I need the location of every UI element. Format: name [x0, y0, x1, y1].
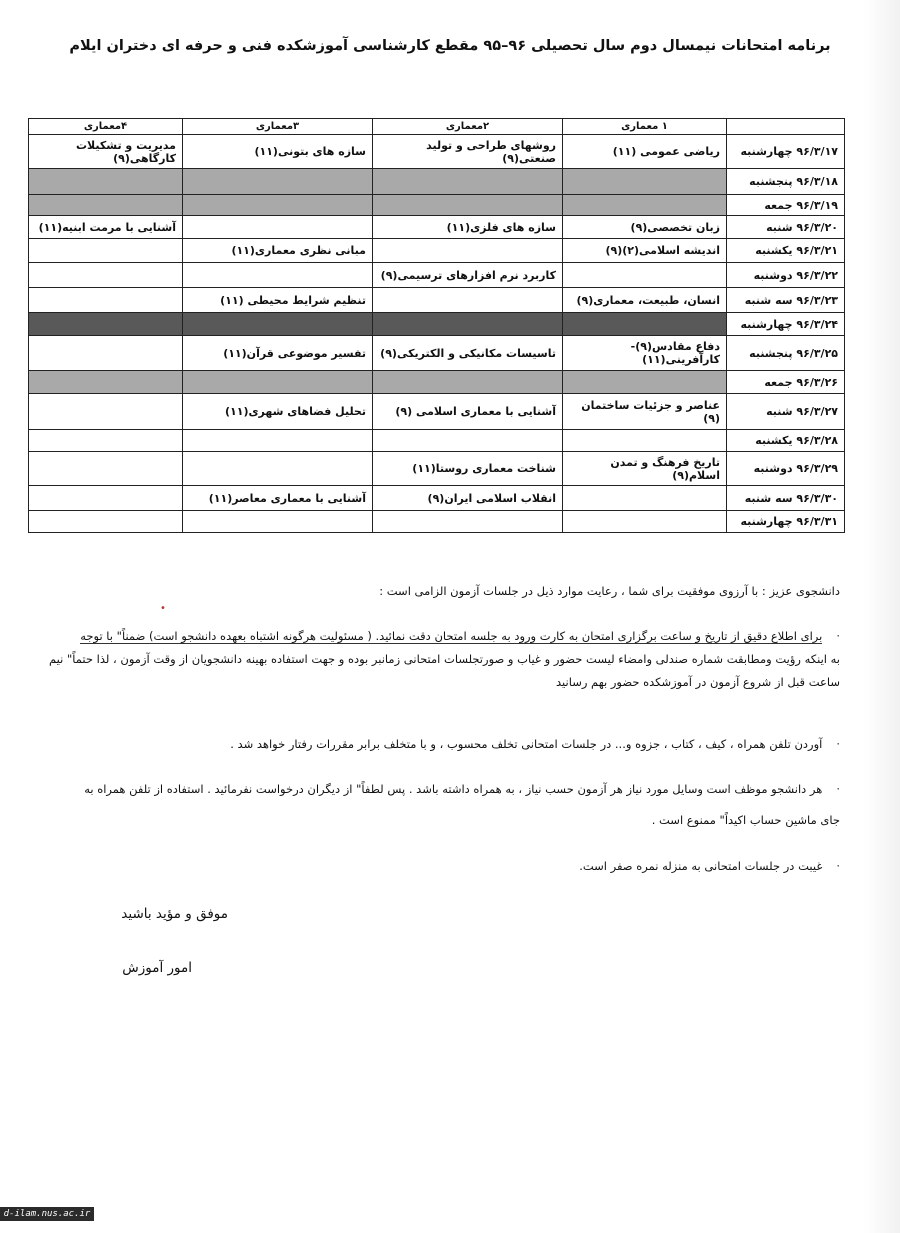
- bullet-icon: ·: [836, 859, 840, 873]
- exam-cell: [373, 371, 563, 394]
- bullet-icon: ·: [836, 629, 840, 643]
- row-date: ۹۶/۳/۲۲ دوشنبه: [727, 263, 845, 288]
- exam-cell: [29, 452, 183, 486]
- exam-cell: [29, 169, 183, 195]
- exam-cell: تاریخ فرهنگ و تمدن اسلام(۹): [563, 452, 727, 486]
- row-date: ۹۶/۳/۲۰ شنبه: [727, 216, 845, 239]
- note-item-2-text: آوردن تلفن همراه ، کیف ، کتاب ، جزوه و... در جلسات امتحانی تخلف محسوب ، و با متخلف برابر مقررات رفتار خواهد شد .: [230, 737, 823, 751]
- exam-cell: دفاع مقادس(۹)-کارآفرینی(۱۱): [563, 336, 727, 371]
- header-architecture-2: ۲معماری: [373, 119, 563, 135]
- exam-cell: [373, 313, 563, 336]
- exam-cell: [29, 313, 183, 336]
- notes-intro: دانشجوی عزیز : با آرزوی موفقیت برای شما ، رعایت موارد ذیل در جلسات آزمون الزامی است :: [379, 584, 840, 598]
- exam-cell: [29, 430, 183, 452]
- exam-cell: ریاضی عمومی (۱۱): [563, 135, 727, 169]
- exam-cell: [563, 371, 727, 394]
- stray-mark-icon: •: [160, 603, 166, 614]
- table-row: [29, 288, 845, 313]
- exam-cell: تفسیر موضوعی قرآن(۱۱): [183, 336, 373, 371]
- exam-cell: [29, 371, 183, 394]
- exam-cell: [183, 371, 373, 394]
- table-row: [29, 371, 845, 394]
- note-item-2: [40, 733, 840, 756]
- exam-cell: [373, 239, 563, 263]
- exam-cell: زبان تخصصی(۹): [563, 216, 727, 239]
- table-row: [29, 430, 845, 452]
- note-item-4-text: غیبت در جلسات امتحانی به منزله نمره صفر است.: [579, 859, 823, 873]
- exam-cell: [563, 169, 727, 195]
- note-item-1: [40, 625, 840, 694]
- row-date: ۹۶/۳/۲۹ دوشنبه: [727, 452, 845, 486]
- header-architecture-4: ۴معماری: [29, 119, 183, 135]
- note-item-3-line-1: [40, 778, 840, 801]
- note-item-1-line-3: ساعت قبل از شروع آزمون در آموزشکده حضور بهم رسانید: [555, 675, 840, 689]
- exam-cell: [29, 263, 183, 288]
- page-title: برنامه امتحانات نیمسال دوم سال تحصیلی ۹۶–۹۵ مقطع کارشناسی آموزشکده فنی و حرفه ای دختران ایلام: [69, 38, 831, 54]
- table-row: [29, 394, 845, 430]
- table-header-row: [29, 119, 845, 135]
- exam-cell: شناخت معماری روستا(۱۱): [373, 452, 563, 486]
- exam-cell: مبانی نظری معماری(۱۱): [183, 239, 373, 263]
- exam-cell: کاربرد نرم افزارهای ترسیمی(۹): [373, 263, 563, 288]
- row-date: ۹۶/۳/۳۱ چهارشنبه: [727, 511, 845, 533]
- exam-cell: [373, 288, 563, 313]
- note-item-3-text: هر دانشجو موظف است وسایل مورد نیاز هر آزمون حسب نیاز ، به همراه داشته باشد . پس لطفاً" از دیگران درخواست نفرمائید . استفاده از تلفن همراه به: [84, 782, 823, 796]
- header-architecture-1: ۱ معماری: [563, 119, 727, 135]
- note-item-1-line-1: [40, 625, 840, 648]
- exam-cell: اندیشه اسلامی(۲)(۹): [563, 239, 727, 263]
- row-date: ۹۶/۳/۲۸ یکشنبه: [727, 430, 845, 452]
- note-item-3: [40, 778, 840, 832]
- bullet-icon: ·: [836, 737, 840, 751]
- closing-office: امور آموزش: [122, 960, 192, 976]
- row-date: ۹۶/۳/۲۶ جمعه: [727, 371, 845, 394]
- exam-cell: سازه های بتونی(۱۱): [183, 135, 373, 169]
- table-row: [29, 313, 845, 336]
- table-row: [29, 263, 845, 288]
- exam-cell: [29, 239, 183, 263]
- row-date: ۹۶/۳/۳۰ سه شنبه: [727, 486, 845, 511]
- row-date: ۹۶/۳/۲۳ سه شنبه: [727, 288, 845, 313]
- table-row: [29, 486, 845, 511]
- exam-cell: [29, 394, 183, 430]
- row-date: ۹۶/۳/۱۹ جمعه: [727, 195, 845, 216]
- row-date: ۹۶/۳/۱۸ پنجشنبه: [727, 169, 845, 195]
- exam-cell: [183, 195, 373, 216]
- exam-cell: [563, 511, 727, 533]
- exam-cell: [29, 336, 183, 371]
- note-item-4: [40, 855, 840, 878]
- table-row: [29, 239, 845, 263]
- exam-cell: [373, 195, 563, 216]
- exam-cell: [373, 430, 563, 452]
- row-date: ۹۶/۳/۲۴ چهارشنبه: [727, 313, 845, 336]
- exam-cell: [29, 288, 183, 313]
- note-item-3-line-2: جای ماشین حساب اکیداً" ممنوع است .: [651, 813, 840, 827]
- exam-schedule-table: [28, 118, 845, 533]
- exam-cell: آشنایی با مرمت ابنیه(۱۱): [29, 216, 183, 239]
- exam-cell: مدیریت و تشکیلات کارگاهی(۹): [29, 135, 183, 169]
- exam-cell: [183, 169, 373, 195]
- bullet-icon: ·: [836, 782, 840, 796]
- row-date: ۹۶/۳/۲۱ یکشنبه: [727, 239, 845, 263]
- exam-cell: [563, 430, 727, 452]
- footer-site-badge: d-ilam.nus.ac.ir: [0, 1207, 94, 1221]
- exam-cell: [29, 486, 183, 511]
- exam-cell: [563, 313, 727, 336]
- table-row: [29, 452, 845, 486]
- exam-cell: روشهای طراحی و تولید صنعتی(۹): [373, 135, 563, 169]
- exam-cell: انقلاب اسلامی ایران(۹): [373, 486, 563, 511]
- exam-cell: سازه های فلزی(۱۱): [373, 216, 563, 239]
- exam-cell: [373, 511, 563, 533]
- note-item-1-line-2: به اینکه رؤیت ومطابقت شماره صندلی وامضاء لیست حضور و غیاب و صورتجلسات امتحانی زمانبر بوده و جهت استفاده بهینه دانشجویان از وقت آزمون ، لذا حتماً" نیم: [49, 652, 840, 666]
- exam-cell: تحلیل فضاهای شهری(۱۱): [183, 394, 373, 430]
- exam-cell: انسان، طبیعت، معماری(۹): [563, 288, 727, 313]
- table-row: [29, 216, 845, 239]
- row-date: ۹۶/۳/۲۷ شنبه: [727, 394, 845, 430]
- exam-cell: [183, 511, 373, 533]
- table-row: [29, 195, 845, 216]
- exam-cell: [563, 486, 727, 511]
- exam-cell: [183, 452, 373, 486]
- exam-cell: [183, 430, 373, 452]
- header-architecture-3: ۳معماری: [183, 119, 373, 135]
- table-row: [29, 511, 845, 533]
- row-date: ۹۶/۳/۲۵ پنجشنبه: [727, 336, 845, 371]
- table-row: [29, 169, 845, 195]
- table-row: [29, 336, 845, 371]
- exam-cell: تنظیم شرایط محیطی (۱۱): [183, 288, 373, 313]
- table-row: [29, 135, 845, 169]
- exam-cell: آشنایی با معماری معاصر(۱۱): [183, 486, 373, 511]
- header-date: [727, 119, 845, 135]
- exam-cell: [183, 263, 373, 288]
- row-date: ۹۶/۳/۱۷ چهارشنبه: [727, 135, 845, 169]
- note-item-1-text: برای اطلاع دقیق از تاریخ و ساعت برگزاری امتحان به کارت ورود به جلسه امتحان دقت نمائید. ( مسئولیت هرگونه اشتباه بعهده دانشجو است) ضمناً" با توجه: [80, 629, 823, 643]
- exam-cell: [563, 195, 727, 216]
- exam-cell: [563, 263, 727, 288]
- exam-cell: عناصر و جزئیات ساختمان (۹): [563, 394, 727, 430]
- exam-cell: [29, 511, 183, 533]
- exam-cell: تاسیسات مکانیکی و الکتریکی(۹): [373, 336, 563, 371]
- exam-cell: [183, 313, 373, 336]
- exam-cell: [373, 169, 563, 195]
- exam-cell: [183, 216, 373, 239]
- closing-wish: موفق و مؤید باشید: [121, 906, 228, 922]
- exam-cell: [29, 195, 183, 216]
- exam-cell: آشنایی با معماری اسلامی (۹): [373, 394, 563, 430]
